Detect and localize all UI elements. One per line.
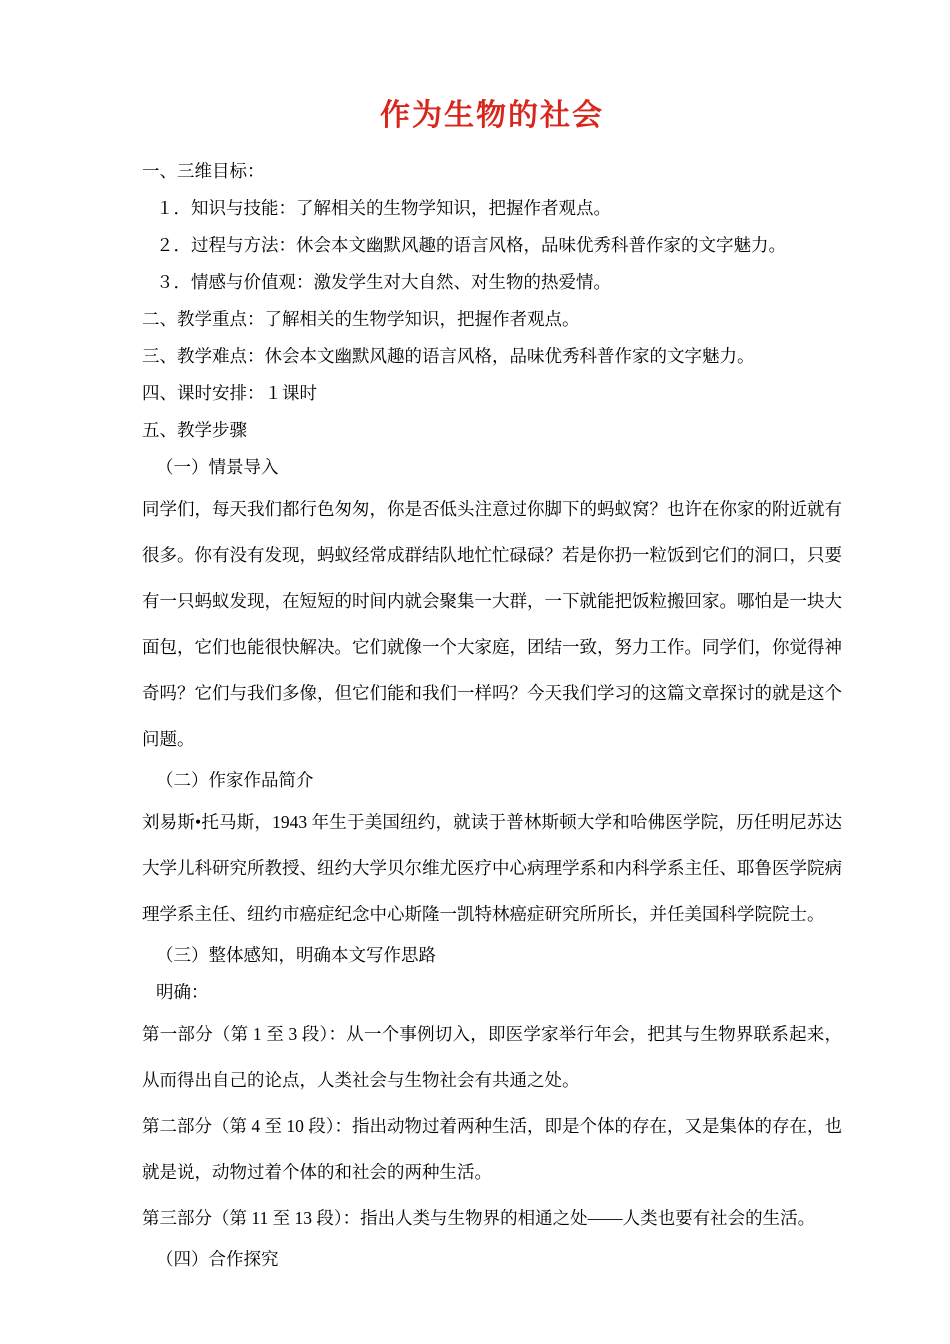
- objective-3: ３．情感与价值观：激发学生对大自然、对生物的热爱情。: [156, 272, 611, 292]
- page-title: 作为生物的社会: [380, 98, 604, 133]
- step-2-body: 刘易斯•托马斯，1943 年生于美国纽约，就读于普林斯顿大学和哈佛医学院，历任明尼苏达大学儿科研究所教授、纽约大学贝尔维尤医疗中心病理学系和内科学系主任、耶鲁医学院病理学系主任、纽约市癌症纪念中心斯隆一凯特林癌症研究所所长，并任美国科学院院士。: [142, 812, 842, 924]
- step-3-label: 明确：: [156, 982, 209, 1002]
- steps-heading: 五、教学步骤: [142, 420, 247, 440]
- objective-1: １．知识与技能：了解相关的生物学知识，把握作者观点。: [156, 198, 611, 218]
- key-points: 二、教学重点：了解相关的生物学知识，把握作者观点。: [142, 309, 580, 329]
- difficult-points: 三、教学难点：休会本文幽默风趣的语言风格，品味优秀科普作家的文字魅力。: [142, 346, 755, 366]
- document-body: [142, 153, 842, 1278]
- objective-2: ２．过程与方法：休会本文幽默风趣的语言风格，品味优秀科普作家的文字魅力。: [156, 235, 786, 255]
- step-2-heading: （二）作家作品简介: [156, 770, 314, 790]
- step-1-heading: （一）情景导入: [156, 457, 279, 477]
- part-1: 第一部分（第 1 至 3 段）：从一个事例切入，即医学家举行年会，把其与生物界联系起来，从而得出自己的论点，人类社会与生物社会有共通之处。: [142, 1024, 842, 1090]
- step-1-body: 同学们，每天我们都行色匆匆，你是否低头注意过你脚下的蚂蚁窝？也许在你家的附近就有很多。你有没有发现，蚂蚁经常成群结队地忙忙碌碌？若是你扔一粒饭到它们的洞口，只要有一只蚂蚁发现，在短短的时间内就会聚集一大群，一下就能把饭粒搬回家。哪怕是一块大面包，它们也能很快解决。它们就像一个大家庭，团结一致，努力工作。同学们，你觉得神奇吗？它们与我们多像，但它们能和我们一样吗？今天我们学习的这篇文章探讨的就是这个问题。: [142, 499, 842, 749]
- part-2: 第二部分（第 4 至 10 段）：指出动物过着两种生活，即是个体的存在，又是集体的存在，也就是说，动物过着个体的和社会的两种生活。: [142, 1116, 842, 1182]
- schedule: 四、课时安排：１课时: [142, 383, 317, 403]
- part-3: 第三部分（第 11 至 13 段）：指出人类与生物界的相通之处——人类也要有社会的生活。: [142, 1208, 816, 1228]
- step-3-heading: （三）整体感知，明确本文写作思路: [156, 945, 436, 965]
- objectives-heading: 一、三维目标：: [142, 161, 265, 181]
- step-4-heading: （四）合作探究: [156, 1249, 279, 1269]
